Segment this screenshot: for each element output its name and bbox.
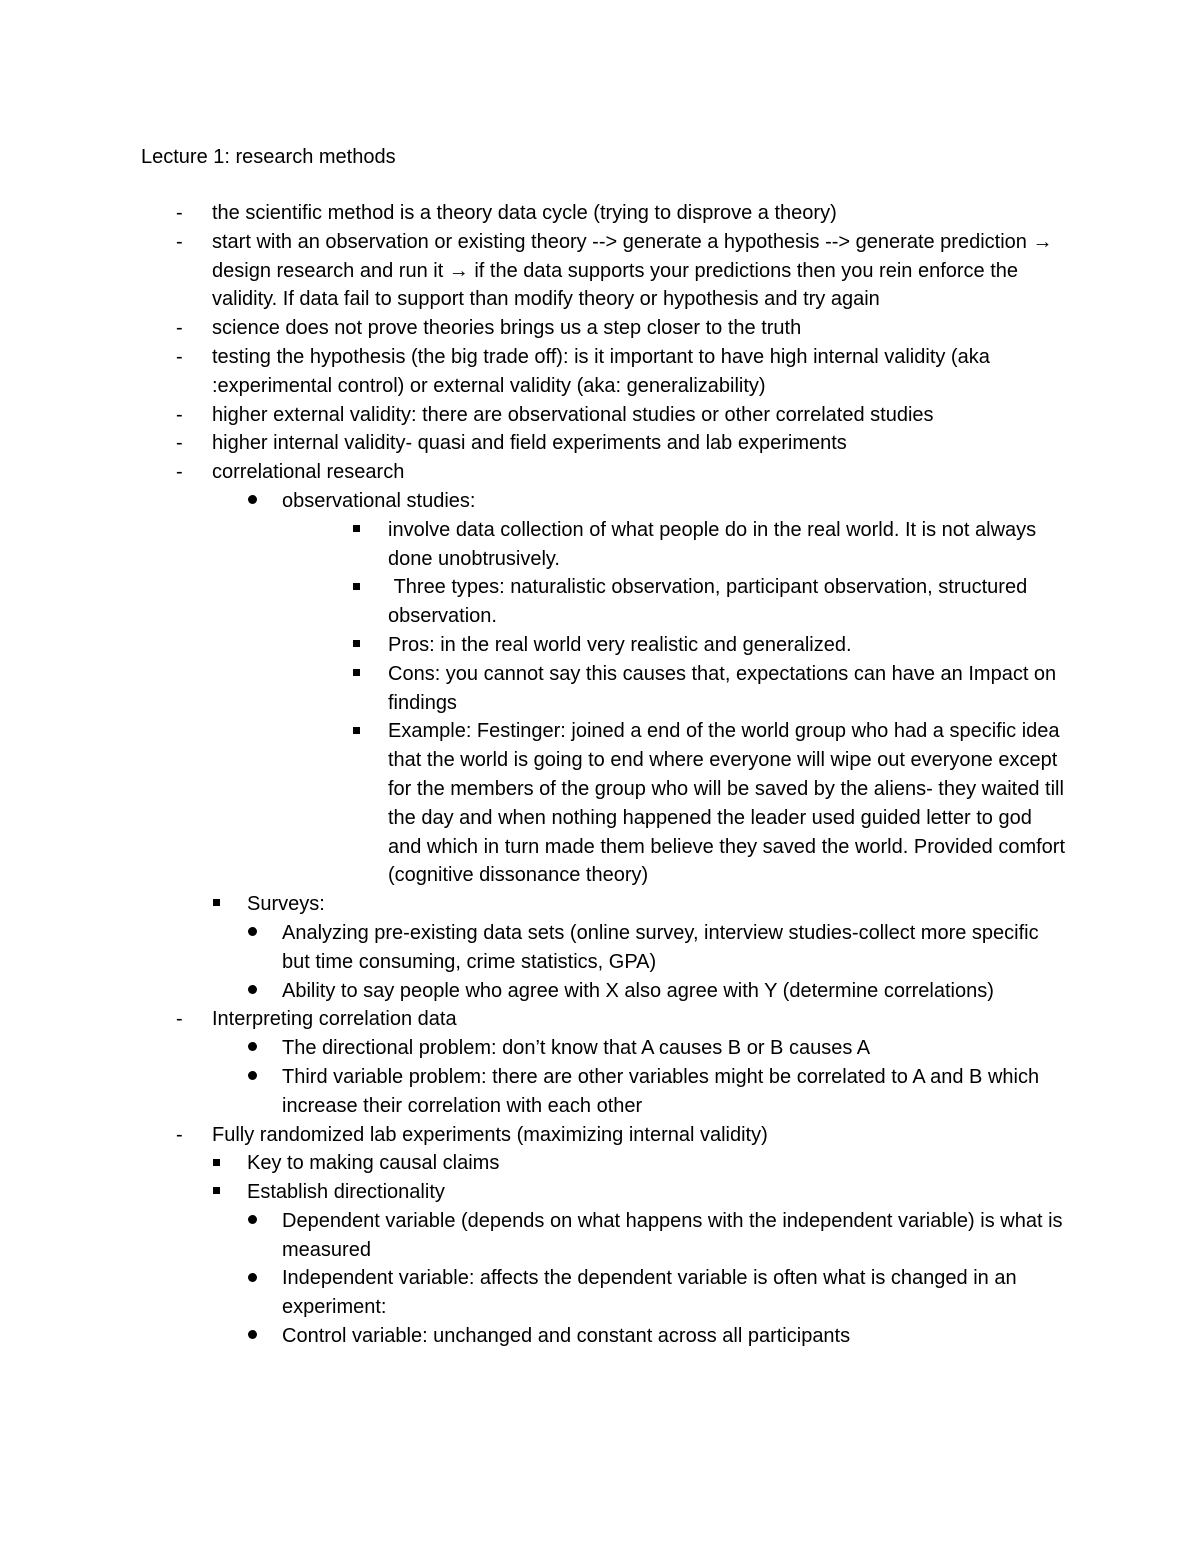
list-item <box>0 977 1200 1006</box>
dash-marker: - <box>176 432 183 455</box>
list-item-text: Fully randomized lab experiments (maximizing internal validity) <box>212 1123 768 1146</box>
list-item-text: Dependent variable (depends on what happens with the independent variable) is what is measured <box>282 1209 1069 1261</box>
bullet-square-icon <box>213 1149 220 1178</box>
list-item <box>0 516 1200 574</box>
list-item-text: Surveys: <box>247 893 325 916</box>
list-item-text: Key to making causal claims <box>247 1152 500 1175</box>
list-item <box>0 1063 1200 1121</box>
dash-marker: - <box>176 1008 183 1031</box>
list-item <box>0 1207 1200 1265</box>
dash-marker: - <box>176 461 183 484</box>
list-item <box>0 717 1200 890</box>
dash-marker: - <box>176 202 183 224</box>
list-item <box>0 1149 1200 1178</box>
list-item-text: observational studies: <box>282 489 476 512</box>
list-item-text: Interpreting correlation data <box>212 1008 457 1031</box>
dash-marker: - <box>176 403 183 426</box>
bullet-dot-icon <box>248 1034 257 1063</box>
list-item-text: correlational research <box>212 461 405 484</box>
bullet-dot-icon <box>248 1264 257 1293</box>
list-item-text: Establish directionality <box>247 1181 445 1204</box>
list-item <box>0 1034 1200 1063</box>
list-item <box>0 1178 1200 1207</box>
bullet-square-icon <box>213 890 220 919</box>
bullet-square-icon <box>353 660 360 689</box>
list-item <box>0 458 1200 487</box>
bullet-dot-icon <box>248 487 257 516</box>
dash-marker: - <box>176 1123 183 1146</box>
list-item-text: science does not prove theories brings us a step closer to the truth <box>212 317 802 340</box>
list-item <box>0 1121 1200 1150</box>
bullet-square-icon <box>353 516 360 545</box>
list-item <box>0 573 1200 631</box>
notes-list <box>0 199 1200 1351</box>
bullet-dot-icon <box>248 919 257 948</box>
list-item <box>0 228 1200 314</box>
bullet-dot-icon <box>248 1063 257 1092</box>
list-item <box>0 1322 1200 1351</box>
list-item <box>0 199 1200 228</box>
list-item <box>0 1005 1200 1034</box>
list-item-text: The directional problem: don’t know that A causes B or B causes A <box>282 1037 871 1060</box>
list-item <box>0 487 1200 516</box>
list-item-text: Cons: you cannot say this causes that, expectations can have an Impact on findings <box>388 662 1062 714</box>
list-item-text: Example: Festinger: joined a end of the world group who had a specific idea that the world is going to end where everyone will wipe out everyone except for the members of the group who will be saved by the aliens- they waited till the day and when nothing happened the leader used guided letter to god and which in turn made them believe they saved the world. Provided comfort (cognitive dissonance theory) <box>388 720 1071 887</box>
list-item-text: Ability to say people who agree with X also agree with Y (determine correlations) <box>282 979 994 1002</box>
bullet-dot-icon <box>248 1207 257 1236</box>
list-item <box>0 919 1200 977</box>
list-item-text: Independent variable: affects the dependent variable is often what is changed in an experiment: <box>282 1267 1023 1319</box>
bullet-square-icon <box>353 717 360 746</box>
list-item-text: testing the hypothesis (the big trade off): is it important to have high internal validity (aka :experimental control) or external validity (aka: generalizability) <box>212 345 996 397</box>
bullet-dot-icon <box>248 1322 257 1351</box>
list-item-text: Third variable problem: there are other variables might be correlated to A and B which increase their correlation with each other <box>282 1065 1045 1117</box>
list-item-text: Analyzing pre-existing data sets (online survey, interview studies-collect more specific but time consuming, crime statistics, GPA) <box>282 921 1045 973</box>
list-item <box>0 314 1200 343</box>
list-item-text: involve data collection of what people do in the real world. It is not always done unobtrusively. <box>388 518 1042 570</box>
list-item <box>0 1264 1200 1322</box>
page-title: Lecture 1: research methods <box>141 146 396 168</box>
list-item <box>0 401 1200 430</box>
bullet-square-icon <box>353 631 360 660</box>
list-item <box>0 890 1200 919</box>
bullet-square-icon <box>213 1178 220 1207</box>
dash-marker: - <box>176 345 183 368</box>
dash-marker: - <box>176 317 183 340</box>
list-item-text: Pros: in the real world very realistic and generalized. <box>388 633 852 656</box>
list-item-text: start with an observation or existing theory --> generate a hypothesis --> generate prediction → design research and run it → if the data supports your predictions then you rein enforce the validity. If data fail to support than modify theory or hypothesis and try again <box>212 230 1059 311</box>
list-item-text: higher internal validity- quasi and field experiments and lab experiments <box>212 432 847 455</box>
bullet-dot-icon <box>248 977 257 1006</box>
list-item <box>0 660 1200 718</box>
dash-marker: - <box>176 230 183 253</box>
list-item-text: the scientific method is a theory data cycle (trying to disprove a theory) <box>212 202 837 224</box>
list-item-text: higher external validity: there are observational studies or other correlated studies <box>212 403 934 426</box>
bullet-square-icon <box>353 573 360 602</box>
list-item <box>0 631 1200 660</box>
list-item <box>0 429 1200 458</box>
list-item-text: Three types: naturalistic observation, participant observation, structured observation. <box>388 576 1033 628</box>
list-item-text: Control variable: unchanged and constant across all participants <box>282 1325 851 1348</box>
list-item <box>0 343 1200 401</box>
